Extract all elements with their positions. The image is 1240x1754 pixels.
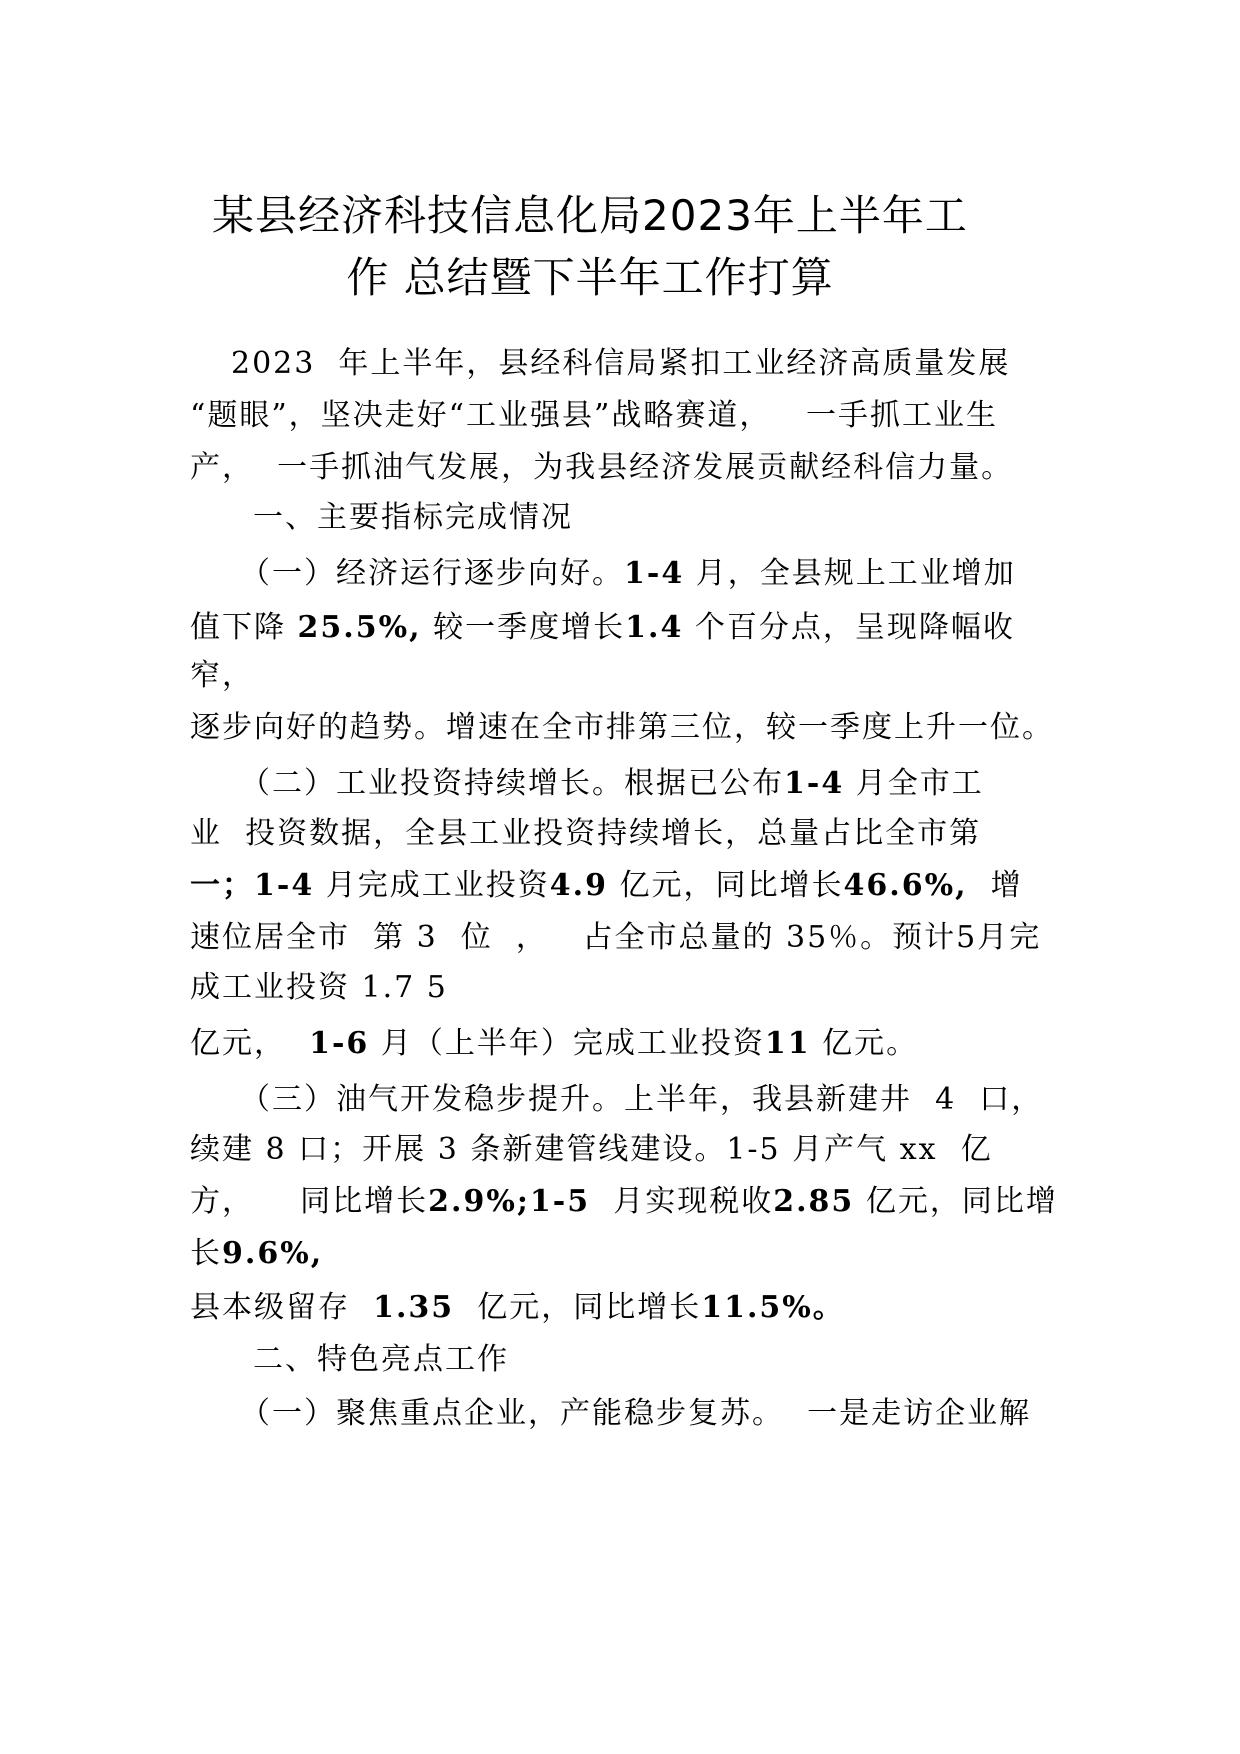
paragraph-line: 逐步向好的趋势。增速在全市排第三位，较一季度上升一位。 <box>190 710 1054 745</box>
section-heading-2: 二、特色亮点工作 <box>253 1342 509 1377</box>
paragraph-line: 速位居全市 第 3 位 ， 占全市总量的 35％。预计5月完 <box>190 920 1042 955</box>
section-heading-1: 一、主要指标完成情况 <box>253 500 573 535</box>
paragraph-line: 县本级留存 1.35 亿元，同比增长11.5%。 <box>190 1290 845 1325</box>
paragraph-line: 成工业投资 1.7 5 <box>190 970 448 1005</box>
intro-line-3: 产， 一手抓油气发展，为我县经济发展贡献经科信力量。 <box>190 450 1014 485</box>
document-title-line-1: 某县经济科技信息化局2023年上半年工 <box>212 191 968 240</box>
paragraph-line: （一）经济运行逐步向好。1-4 月，全县规上工业增加 <box>240 556 1016 591</box>
paragraph-line: （二）工业投资持续增长。根据已公布1-4 月全市工 <box>240 766 984 801</box>
intro-line-2: “题眼”，坚决走好“工业强县”战略赛道， 一手抓工业生 <box>190 398 998 433</box>
document-title-line-2: 作 总结暨下半年工作打算 <box>346 253 834 302</box>
paragraph-line: 亿元， 1-6 月（上半年）完成工业投资11 亿元。 <box>190 1026 919 1061</box>
paragraph-line: 业 投资数据，全县工业投资持续增长，总量占比全市第 <box>190 816 982 851</box>
paragraph-line: 一；1-4 月完成工业投资4.9 亿元，同比增长46.6%, 增 <box>190 868 1023 903</box>
paragraph-line: 窄， <box>190 658 254 693</box>
paragraph-line: 值下降 25.5%, 较一季度增长1.4 个百分点，呈现降幅收 <box>190 610 1015 645</box>
paragraph-line: （一）聚焦重点企业，产能稳步复苏。 一是走访企业解 <box>240 1396 1032 1431</box>
paragraph-line: 续建 8 口；开展 3 条新建管线建设。1-5 月产气 xx 亿 <box>190 1132 993 1167</box>
paragraph-line: 方， 同比增长2.9%;1-5 月实现税收2.85 亿元，同比增 <box>190 1184 1058 1219</box>
paragraph-line: 长9.6%, <box>190 1236 324 1271</box>
paragraph-line: （三）油气开发稳步提升。上半年，我县新建井 4 口， <box>240 1082 1044 1117</box>
intro-line-1: 2023 年上半年，县经科信局紧扣工业经济高质量发展 <box>231 346 1011 381</box>
